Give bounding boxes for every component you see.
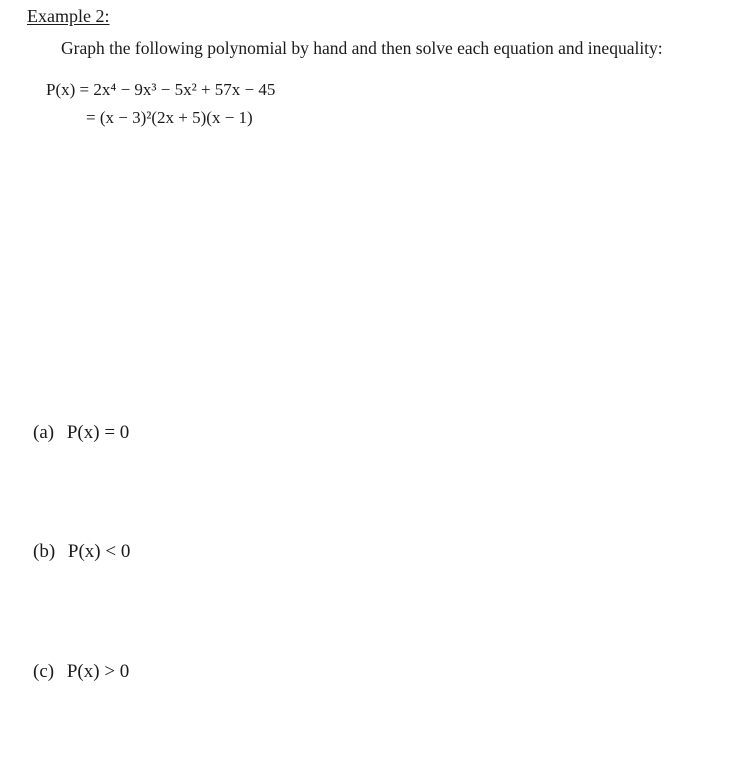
term-4: + 57x bbox=[200, 80, 241, 99]
part-c-relation: > bbox=[104, 661, 116, 682]
term-2: − 9x³ bbox=[120, 80, 157, 99]
factor-2: (2x + 5) bbox=[151, 108, 207, 127]
factor-3: (x − 1) bbox=[206, 108, 253, 127]
term-3: − 5x² bbox=[160, 80, 197, 99]
part-b-label: (b) bbox=[33, 541, 56, 562]
polynomial-expanded bbox=[46, 80, 275, 100]
part-a-relation: = bbox=[104, 422, 116, 443]
instruction-text: Graph the following polynomial by hand and then solve each equation and inequality: bbox=[61, 38, 663, 58]
part-a-rhs: 0 bbox=[119, 422, 130, 443]
part-c-expr: P(x) bbox=[66, 661, 100, 682]
polynomial-factored bbox=[86, 108, 253, 128]
part-b-relation: < bbox=[105, 541, 117, 562]
part-b-expr: P(x) bbox=[67, 541, 101, 562]
part-a-expr: P(x) bbox=[66, 422, 100, 443]
term-5: − 45 bbox=[244, 80, 276, 99]
part-c-label: (c) bbox=[33, 661, 55, 682]
part-a-label: (a) bbox=[33, 422, 55, 443]
factor-1: (x − 3)² bbox=[99, 108, 152, 127]
part-c-rhs: 0 bbox=[119, 661, 130, 682]
equals-sign: = bbox=[86, 108, 96, 127]
part-c bbox=[33, 661, 129, 683]
example-heading: Example 2: bbox=[27, 6, 110, 26]
term-1: 2x⁴ bbox=[93, 80, 117, 99]
part-a bbox=[33, 422, 129, 444]
polynomial-lhs: P(x) bbox=[46, 80, 76, 99]
part-b-rhs: 0 bbox=[120, 541, 131, 562]
equals-sign: = bbox=[79, 80, 90, 99]
part-b bbox=[33, 541, 130, 563]
